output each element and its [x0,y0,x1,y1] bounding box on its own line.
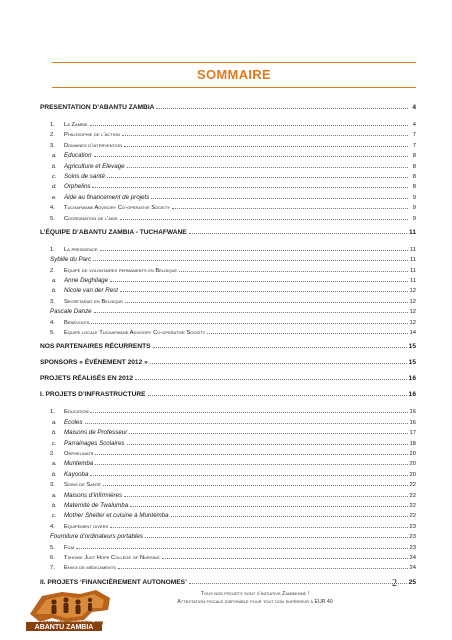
toc-entry-row[interactable] [40,458,416,468]
toc-entry-number: 2. [50,132,55,139]
logo-website: www.abantuzambia.org [42,620,103,626]
toc-entry-number: b. [52,502,57,509]
toc-entry-number: 7. [50,565,55,572]
toc-entry-label: Bénévoles [64,319,90,326]
toc-entry-number: 5. [50,544,55,551]
toc-entry-label: PRESENTATION D’ABANTU ZAMBIA [40,104,155,111]
toc-dot-leader [90,119,409,126]
toc-entry-row[interactable] [40,490,416,500]
toc-entry-label: Mother Shelter et cuisine à Muntemba [64,512,169,520]
toc-dot-leader [124,140,408,147]
toc-dot-leader [103,479,408,486]
toc-page-number: 23 [409,544,416,551]
toc-entry-row[interactable] [40,265,416,275]
toc-entry-row[interactable] [40,438,416,448]
toc-entry-row[interactable] [40,531,416,541]
toc-page-number: 16 [408,391,416,399]
toc-entry-label: Nicole van der Rest [64,287,118,295]
toc-entry-label: Ecoles [64,418,83,426]
toc-entry-row[interactable] [40,417,416,427]
toc-entry-label: La présidence [64,246,98,253]
toc-page-number: 24 [409,554,416,561]
toc-entry-row[interactable] [40,150,416,160]
toc-entry-label: Parrainages Scolaires [64,439,125,447]
toc-dot-leader [100,244,408,251]
toc-entry-label: Equipe de volontaires permanents en Belgique [64,267,178,274]
toc-dot-leader [95,448,407,455]
toc-page-number: 20 [409,461,416,468]
toc-section-row[interactable] [40,369,416,385]
toc-entry-number: 5. [50,215,55,222]
toc-entry-row[interactable] [40,171,416,181]
toc-page-number: 9 [412,215,416,222]
toc-entry-label: Agriculture et Elevage [64,162,125,170]
toc-dot-leader [151,192,408,199]
toc-entry-number: a. [52,419,57,426]
toc-entry-row[interactable] [40,119,416,129]
toc-entry-number: b. [52,163,57,170]
toc-entry-number: 2. [50,267,55,274]
toc-entry-row[interactable] [40,327,416,337]
toc-entry-number: 2. [50,450,55,457]
toc-page-number: 16 [409,409,416,416]
toc-entry-row[interactable] [40,129,416,139]
toc-entry-row[interactable] [40,510,416,520]
toc-entry-label: I. PROJETS D’INFRASTRUCTURE [40,391,146,399]
toc-page-number: 18 [409,440,416,447]
toc-entry-number: 1. [50,122,55,128]
toc-entry-label: NOS PARTENAIRES RÉCURRENTS [40,343,151,351]
toc-entry-number: a. [52,461,57,468]
toc-entry-number: b. [52,430,57,437]
toc-entry-label: Soins de Santé [64,482,101,489]
toc-entry-number: c. [52,173,57,180]
table-of-contents [40,98,416,589]
toc-entry-row[interactable] [40,317,416,327]
toc-page-number: 11 [409,278,416,285]
toc-entry-label: Tuchafwane Advisory Co-operative Society [64,205,171,212]
toc-page-number: 16 [408,375,416,383]
toc-dot-leader [122,129,408,136]
toc-page-number: 12 [409,288,416,295]
toc-entry-label: Pascale Danze [50,308,92,316]
toc-entry-number: c. [52,440,57,447]
toc-entry-row[interactable] [40,552,416,562]
toc-page-number: 9 [412,194,416,201]
toc-entry-number: 1. [50,409,55,416]
toc-entry-row[interactable] [40,140,416,150]
toc-entry-number: a. [52,278,57,285]
toc-entry-label: Education [64,152,92,160]
toc-entry-row[interactable] [40,479,416,489]
toc-entry-number: 6. [50,554,55,561]
toc-entry-label: Envoi de médicaments [64,565,116,572]
toc-entry-number: 3. [50,298,55,305]
toc-section-row[interactable] [40,353,416,369]
toc-entry-label: II. PROJETS ‘FINANCIÈREMENT AUTONOMES’ [40,578,187,586]
footer-line-1: Tous nos projets sont d’initiative Zambienne ! [200,591,310,597]
toc-page-number: 8 [412,163,416,170]
toc-page-number: 16 [409,419,416,426]
toc-entry-row[interactable] [40,192,416,202]
toc-dot-leader [91,317,407,324]
toc-dot-leader [120,285,408,292]
footer-line-2: Attestation fiscale disponible pour tout don supérieur à EUR 40 [177,599,333,605]
toc-entry-number: 4. [50,523,55,530]
toc-entry-number: e. [52,194,57,201]
toc-entry-row[interactable] [40,254,416,264]
toc-entry-row[interactable] [40,448,416,458]
toc-section-row[interactable] [40,223,416,239]
toc-dot-leader [150,353,407,364]
toc-dot-leader [76,542,407,549]
toc-page-number: 22 [409,482,416,489]
toc-entry-label: Orphelinats [64,450,94,457]
toc-entry-number: b. [52,471,57,478]
toc-entry-label: Orphelins [64,183,91,191]
footer-note [140,590,370,606]
toc-dot-leader [94,150,408,157]
toc-entry-number: 5. [50,330,55,337]
toc-page-number: 24 [409,565,416,572]
toc-entry-label: Kayooba [64,470,89,478]
toc-entry-label: Sybille du Parc [50,256,92,264]
toc-page-number: 9 [412,205,416,212]
toc-entry-label: La Zambie [64,122,88,128]
toc-entry-label: Domaines d’intervention [64,142,123,149]
page-title: SOMMAIRE [197,67,271,82]
toc-entry-row[interactable] [40,406,416,416]
toc-dot-leader [107,171,408,178]
toc-dot-leader [118,562,408,569]
toc-page-number: 14 [409,330,416,337]
toc-entry-number: b. [52,288,57,295]
toc-section-row[interactable] [40,98,416,114]
toc-dot-leader [148,385,407,396]
toc-entry-label: Philosophie de l’action [64,132,120,139]
toc-entry-label: Secrétariat en Belgique [64,298,124,305]
toc-dot-leader [94,306,408,313]
toc-page-number: 12 [409,298,416,305]
toc-entry-label: Soins de santé [64,172,105,180]
toc-entry-row[interactable] [40,542,416,552]
toc-dot-leader [92,181,408,188]
toc-entry-row[interactable] [40,469,416,479]
toc-dot-leader [162,552,408,559]
toc-dot-leader [95,458,407,465]
toc-dot-leader [153,337,407,348]
toc-page-number: 4 [412,122,416,128]
toc-entry-label: L’ÉQUIPE D’ABANTU ZAMBIA - TUCHAFWANE [40,228,187,236]
toc-dot-leader [90,469,407,476]
toc-page-number: 11 [409,228,416,236]
toc-page-number: 20 [409,450,416,457]
toc-dot-leader [145,531,408,538]
abantu-zambia-logo [22,586,118,634]
toc-dot-leader [130,500,407,507]
toc-dot-leader [120,213,408,220]
toc-entry-label: Maisons d’infirmières [64,491,123,499]
toc-page-number: 17 [409,430,416,437]
toc-dot-leader [110,521,407,528]
toc-page-number: 11 [409,257,416,264]
toc-entry-number: 3. [50,142,55,149]
toc-entry-label: Tshowe Just Hope College of Nursing [64,554,160,561]
toc-dot-leader [125,296,408,303]
toc-entry-number: 4. [50,319,55,326]
toc-entry-row[interactable] [40,202,416,212]
toc-page-number: 12 [409,319,416,326]
toc-page-number: 20 [409,471,416,478]
toc-entry-number: 4. [50,205,55,212]
toc-entry-row[interactable] [40,296,416,306]
toc-dot-leader [129,427,407,434]
toc-page-number: 7 [412,142,416,149]
toc-page-number: 8 [412,184,416,191]
toc-entry-number: a. [52,492,57,499]
toc-dot-leader [207,327,407,334]
toc-entry-row[interactable] [40,500,416,510]
toc-page-number: 15 [408,343,416,351]
toc-entry-row[interactable] [40,562,416,572]
toc-page-number: 15 [408,359,416,367]
toc-dot-leader [172,202,408,209]
toc-dot-leader [171,510,408,517]
toc-entry-label: PROJETS RÉALISÉS EN 2012 [40,375,134,383]
toc-entry-row[interactable] [40,213,416,223]
toc-entry-number: a. [52,153,57,160]
toc-entry-row[interactable] [40,427,416,437]
toc-dot-leader [93,254,408,261]
toc-page-number: 11 [409,267,416,274]
toc-entry-row[interactable] [40,521,416,531]
toc-entry-row[interactable] [40,161,416,171]
toc-page-number: 25 [408,578,416,586]
toc-entry-label: Muntemba [64,460,94,468]
toc-page-number: 4 [412,104,416,111]
toc-entry-number: 3. [50,482,55,489]
toc-entry-label: Maternité de Twalumba [64,501,129,509]
toc-page-number: 8 [412,173,416,180]
logo-graphic [22,586,118,634]
toc-entry-label: Coordination de l’aide [64,215,118,222]
logo-name: ABANTU ZAMBIA [34,624,94,631]
toc-section-row[interactable] [40,337,416,353]
toc-page-number: 22 [409,502,416,509]
toc-dot-leader [127,161,408,168]
toc-entry-row[interactable] [40,306,416,316]
toc-page-number: 7 [412,132,416,139]
toc-page-number: 23 [409,534,416,541]
toc-dot-leader [179,265,408,272]
toc-entry-label: Maisons de Professeur [64,429,128,437]
toc-dot-leader [189,223,407,234]
page-number: 2 [392,578,397,589]
toc-page-number: 22 [409,492,416,499]
toc-entry-number: c. [52,513,57,520]
toc-entry-row[interactable] [40,244,416,254]
toc-dot-leader [127,438,408,445]
toc-dot-leader [189,573,407,584]
toc-entry-label: Equipe locale Tuchafwane Advisory Co-operative Society [64,330,206,337]
toc-dot-leader [90,406,407,413]
title-block [52,62,416,88]
toc-entry-number: 1. [50,246,55,253]
toc-entry-label: Fourniture d’ordinateurs portables [50,533,143,541]
toc-page-number: 8 [412,153,416,160]
toc-page-number: 22 [409,513,416,520]
toc-dot-leader [110,275,408,282]
toc-entry-row[interactable] [40,275,416,285]
toc-dot-leader [85,417,408,424]
toc-dot-leader [156,98,408,109]
toc-entry-label: Aide au financement de projets [64,193,150,201]
toc-entry-row[interactable] [40,285,416,295]
toc-entry-label: Film [64,544,75,551]
toc-dot-leader [124,490,407,497]
toc-page-number: 23 [409,523,416,530]
toc-dot-leader [135,369,407,380]
toc-entry-row[interactable] [40,181,416,191]
toc-entry-label: Anne Deghilage [64,277,109,285]
toc-entry-label: Equipement divers [64,523,109,530]
toc-entry-label: SPONSORS « ÉVÉNEMENT 2012 » [40,359,148,367]
toc-page-number: 11 [409,246,416,253]
toc-section-row[interactable] [40,385,416,401]
toc-entry-label: Education [64,409,89,416]
toc-page-number: 12 [409,309,416,316]
toc-entry-number: d. [52,184,57,191]
